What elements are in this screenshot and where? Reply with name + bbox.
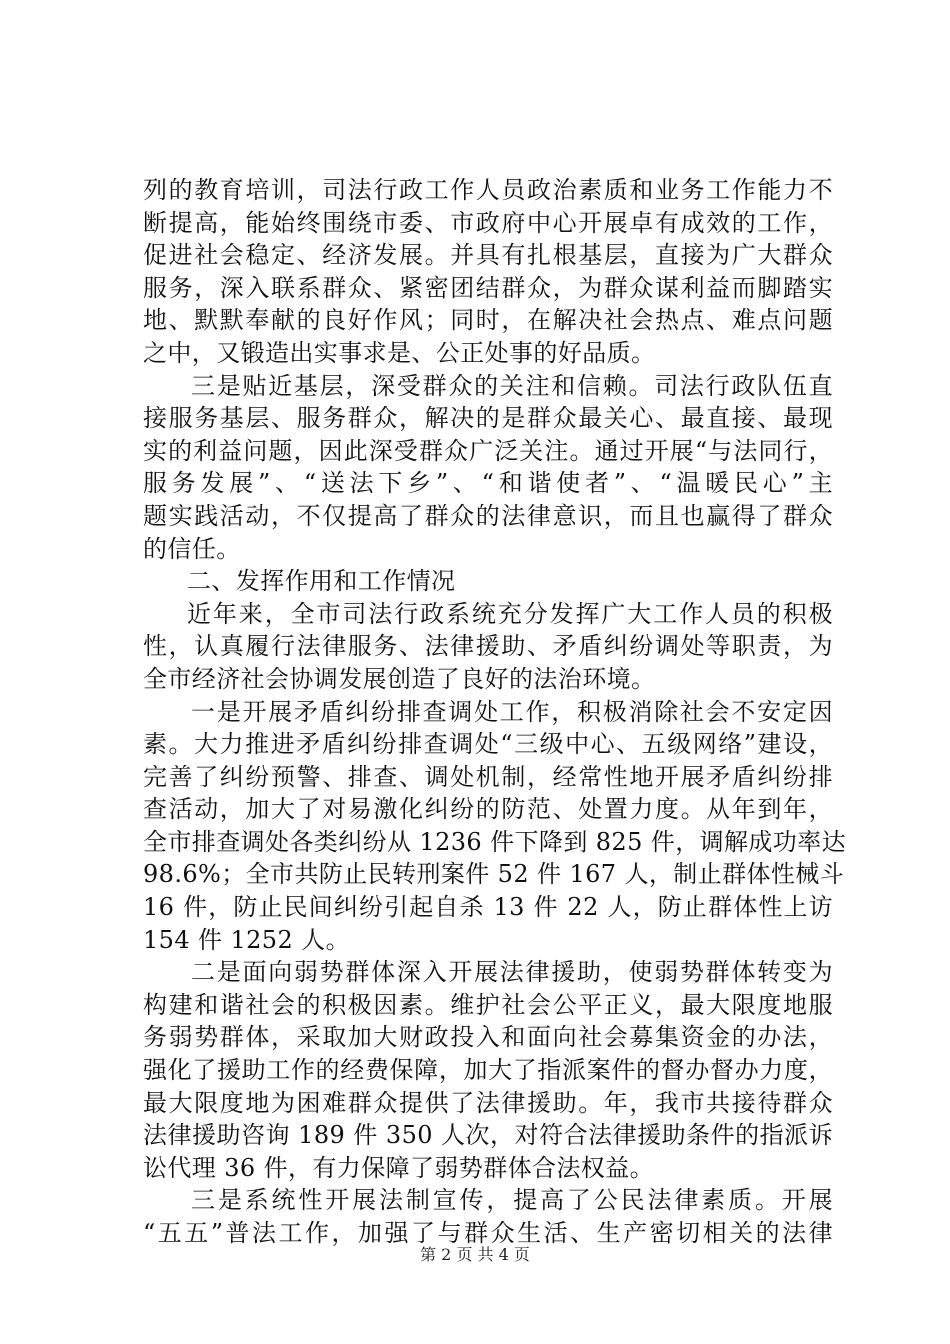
text-line: 讼代理 36 件，有力保障了弱势群体合法权益。: [143, 1153, 654, 1182]
page-number-footer: 第 2 页 共 4 页: [420, 1245, 530, 1264]
text-line: 列的教育培训，司法行政工作人员政治素质和业务工作能力不: [143, 176, 833, 204]
body-text: [143, 174, 847, 1250]
text-line: 完善了纠纷预警、排查、调处机制，经常性地开展矛盾纠纷排: [143, 762, 833, 791]
text-line: 三是贴近基层，深受群众的关注和信赖。司法行政队伍直: [191, 371, 833, 400]
text-line: 地、默默奉献的良好作风；同时，在解决社会热点、难点问题: [143, 306, 833, 335]
text-line: 断提高，能始终围绕市委、市政府中心开展卓有成效的工作，: [143, 208, 833, 237]
text-line: 服务发展”、“送法下乡”、“和谐使者”、“温暖民心”主: [143, 469, 833, 498]
text-line: 查活动，加大了对易激化纠纷的防范、处置力度。从年到年，: [143, 795, 833, 824]
text-line: 的信任。: [143, 534, 241, 563]
text-line: 三是系统性开展法制宣传，提高了公民法律素质。开展: [191, 1186, 833, 1215]
text-line: 素。大力推进矛盾纠纷排查调处“三级中心、五级网络”建设，: [143, 730, 833, 759]
text-line: 一是开展矛盾纠纷排查调处工作，积极消除社会不安定因: [191, 697, 833, 726]
text-line: 强化了援助工作的经费保障，加大了指派案件的督办督办力度，: [143, 1056, 833, 1085]
text-line: 实的利益问题，因此深受群众广泛关注。通过开展“与法同行，: [143, 436, 833, 465]
text-line: 构建和谐社会的积极因素。维护社会公平正义，最大限度地服: [143, 990, 833, 1019]
text-line: 之中，又锻造出实事求是、公正处事的好品质。: [143, 338, 656, 367]
text-line: 154 件 1252 人。: [143, 925, 350, 954]
text-line: 全市经济社会协调发展创造了良好的法治环境。: [143, 664, 656, 693]
text-line: 16 件，防止民间纠纷引起自杀 13 件 22 人，防止群体性上访: [143, 893, 833, 922]
text-line: 题实践活动，不仅提高了群众的法律意识，而且也赢得了群众: [143, 501, 833, 530]
text-line: 最大限度地为困难群众提供了法律援助。年，我市共接待群众: [143, 1088, 833, 1117]
text-line: 98.6%；全市共防止民转刑案件 52 件 167 人，制止群体性械斗: [143, 860, 845, 889]
text-line: 近年来，全市司法行政系统充分发挥广大工作人员的积极: [187, 599, 833, 628]
text-line: 法律援助咨询 189 件 350 人次，对符合法律援助条件的指派诉: [143, 1121, 833, 1150]
section-heading: 二、发挥作用和工作情况: [187, 567, 456, 596]
text-line: 促进社会稳定、经济发展。并具有扎根基层，直接为广大群众: [143, 241, 833, 270]
text-line: 性，认真履行法律服务、法律援助、矛盾纠纷调处等职责，为: [143, 632, 833, 661]
text-line: 全市排查调处各类纠纷从 1236 件下降到 825 件，调解成功率达: [143, 827, 847, 856]
text-line: 二是面向弱势群体深入开展法律援助，使弱势群体转变为: [191, 958, 833, 987]
text-line: “五五”普法工作，加强了与群众生活、生产密切相关的法律: [143, 1219, 833, 1247]
text-line: 服务，深入联系群众、紧密团结群众，为群众谋利益而脚踏实: [143, 273, 833, 302]
text-line: 接服务基层、服务群众，解决的是群众最关心、最直接、最现: [143, 404, 833, 433]
text-line: 务弱势群体，采取加大财政投入和面向社会募集资金的办法，: [143, 1023, 833, 1052]
